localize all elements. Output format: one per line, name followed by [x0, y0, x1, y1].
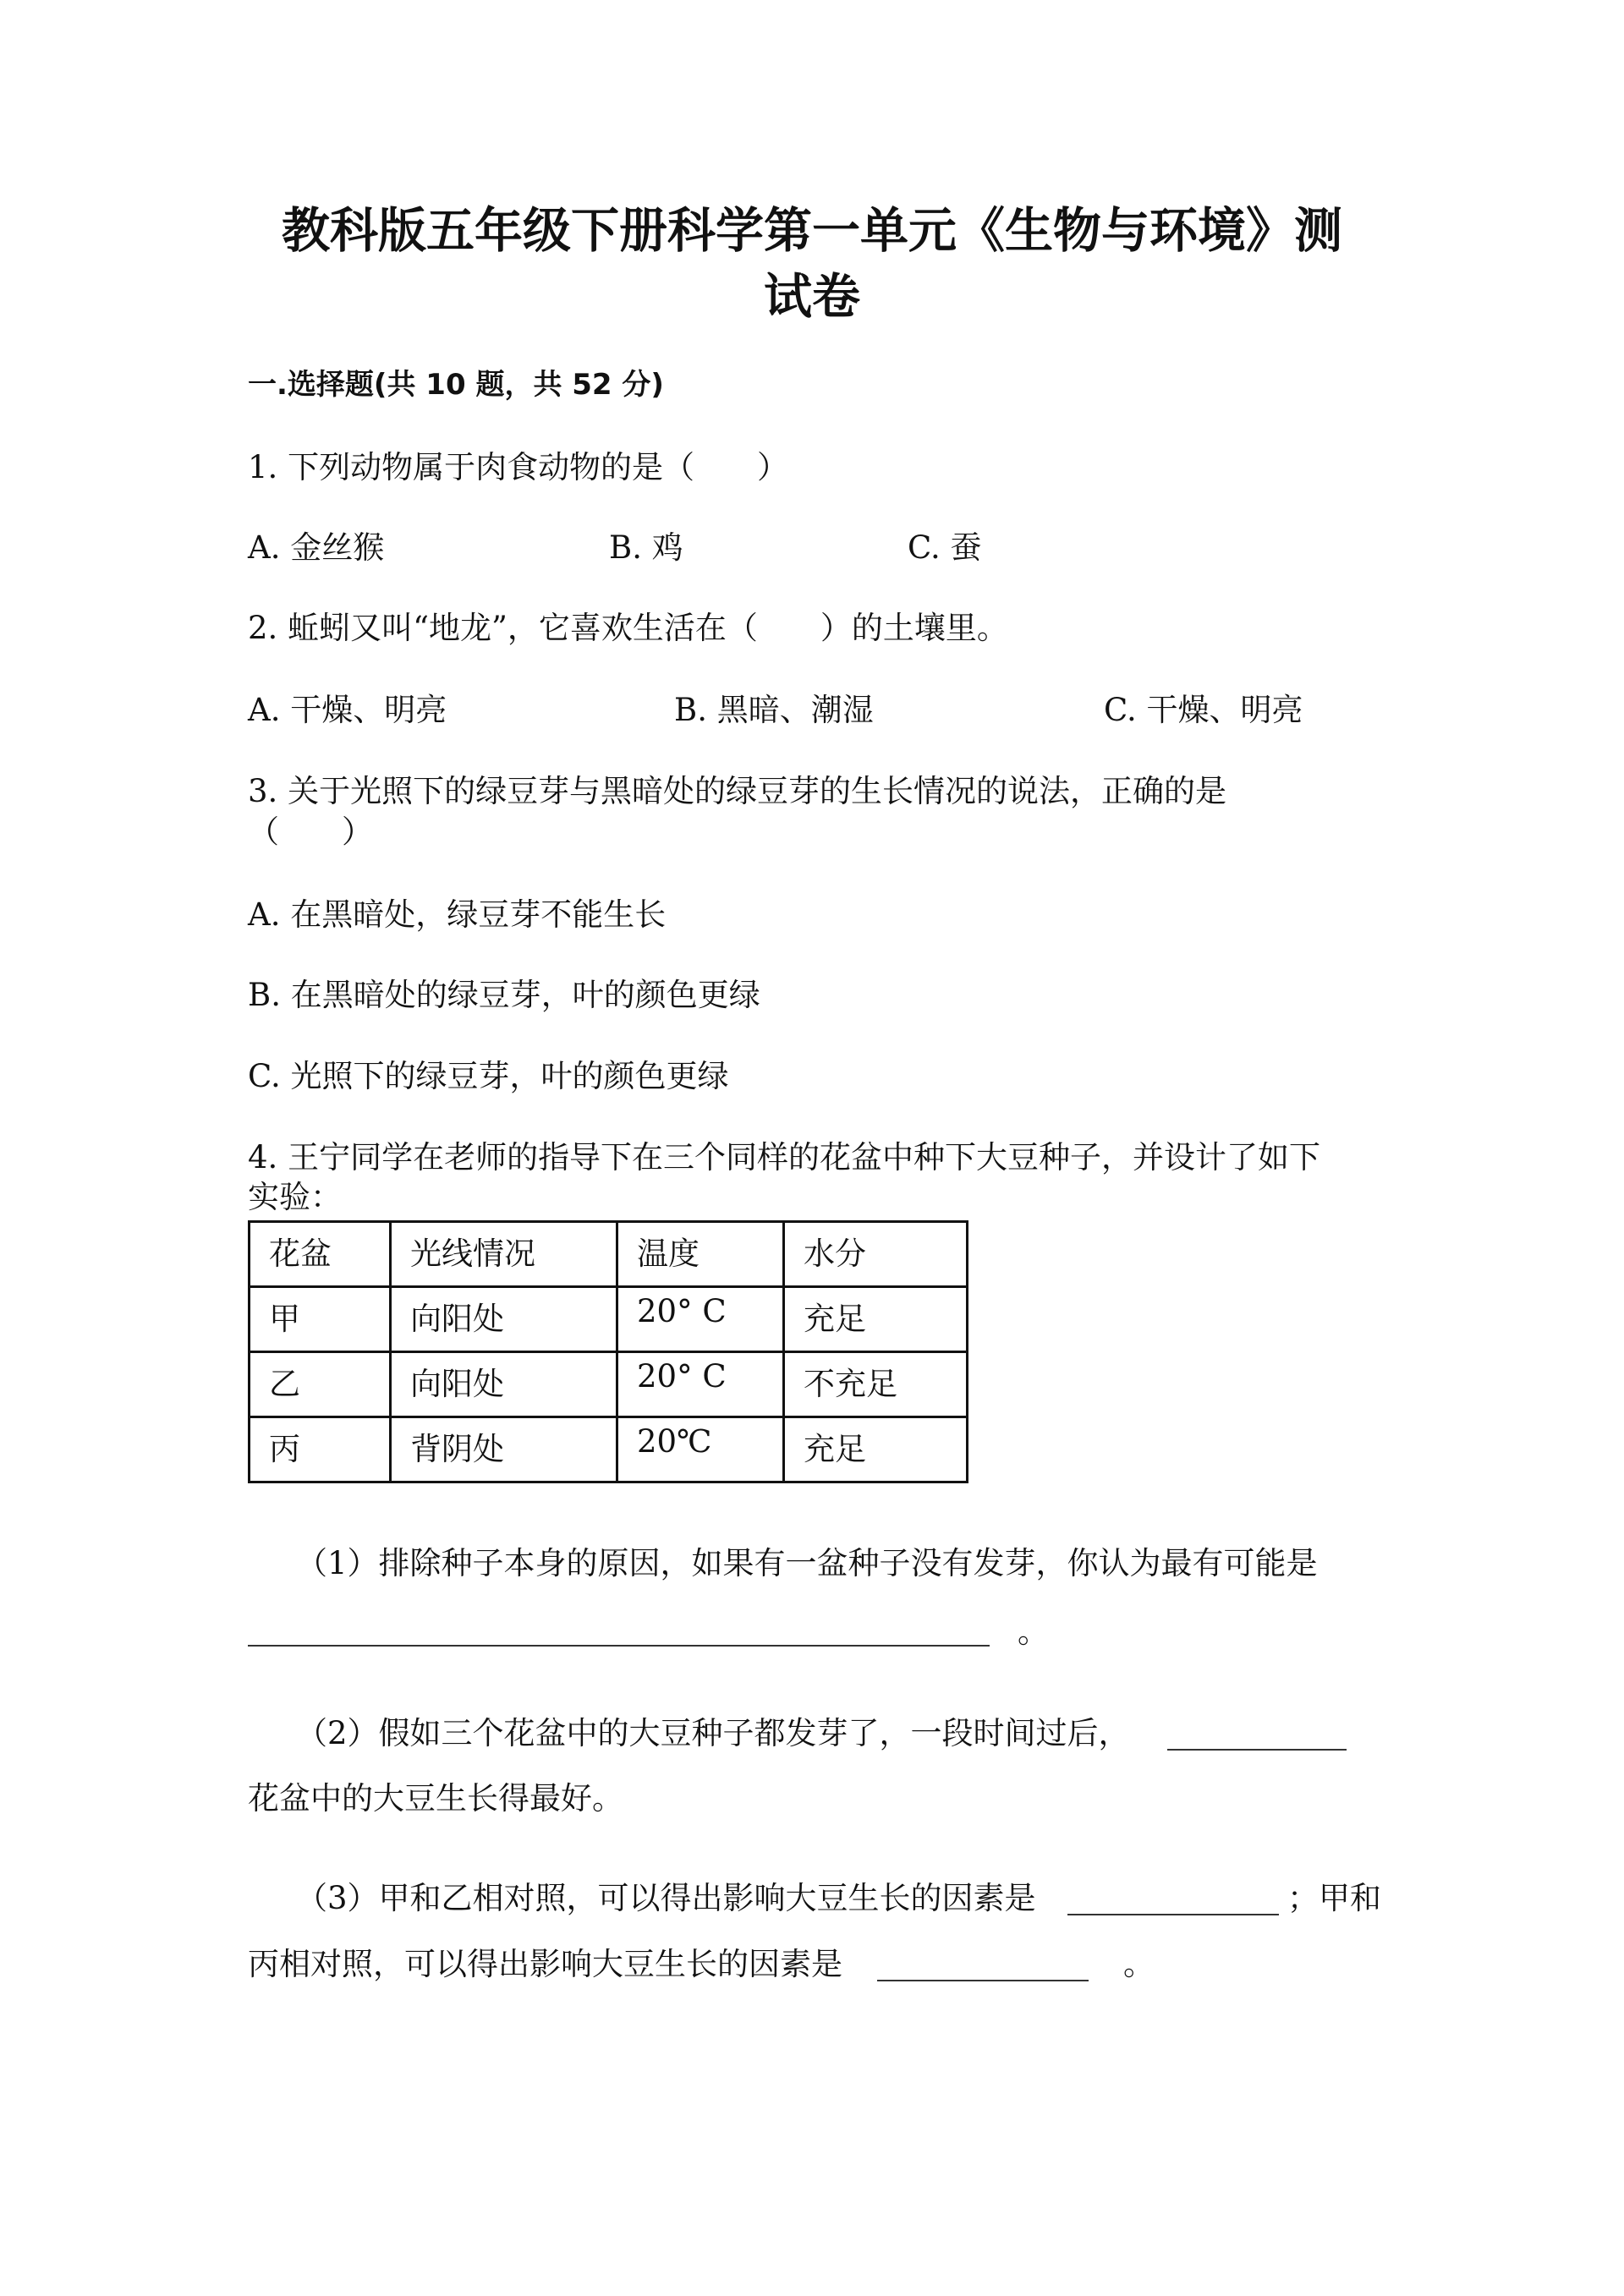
question-3-text-line-1: 3. 关于光照下的绿豆芽与黑暗处的绿豆芽的生长情况的说法，正确的是 — [248, 773, 1227, 809]
table-header-row — [250, 1222, 968, 1287]
table-row — [250, 1287, 968, 1352]
table-header-cell: 光线情况 — [391, 1222, 617, 1287]
sub-question-3-text-b: ；甲和 — [1287, 1880, 1381, 1916]
table-cell: 乙 — [250, 1352, 391, 1417]
sub-question-3-text-line-2: 丙相对照，可以得出影响大豆生长的因素是 — [248, 1946, 842, 1982]
question-2-option-a: A. 干燥、明亮 — [248, 692, 447, 728]
question-4-text-line-2: 实验： — [248, 1179, 342, 1215]
table-cell: 丙 — [250, 1417, 391, 1482]
page-title-line-1: 教科版五年级下册科学第一单元《生物与环境》测 — [282, 203, 1342, 259]
question-3-text-line-2: （ ） — [248, 814, 373, 850]
table-header-cell: 水分 — [784, 1222, 968, 1287]
table-header-cell: 花盆 — [250, 1222, 391, 1287]
answer-blank-2[interactable] — [1167, 1749, 1347, 1751]
table-cell: 背阴处 — [391, 1417, 617, 1482]
answer-blank-3[interactable] — [1067, 1914, 1279, 1915]
answer-blank-1[interactable] — [248, 1645, 990, 1647]
sub-question-1-end: 。 — [1018, 1614, 1049, 1650]
sub-question-2-text: （2）假如三个花盆中的大豆种子都发芽了，一段时间过后， — [296, 1715, 1130, 1751]
question-2-option-b: B. 黑暗、潮湿 — [674, 692, 874, 728]
table-cell: 充足 — [784, 1287, 968, 1352]
question-2-text: 2. 蚯蚓又叫“地龙”，它喜欢生活在（ ）的土壤里。 — [248, 610, 1008, 646]
question-4-text-line-1: 4. 王宁同学在老师的指导下在三个同样的花盆中种下大豆种子，并设计了如下 — [248, 1139, 1321, 1175]
question-2-option-c: C. 干燥、明亮 — [1104, 692, 1303, 728]
section-heading: 一.选择题(共 10 题，共 52 分) — [248, 368, 664, 402]
sub-question-2-text-line-2: 花盆中的大豆生长得最好。 — [248, 1780, 623, 1817]
answer-blank-4[interactable] — [877, 1980, 1089, 1981]
table-cell: 向阳处 — [391, 1352, 617, 1417]
page-title-line-2: 试卷 — [764, 269, 860, 325]
table-cell: 20° C — [617, 1287, 784, 1352]
table-cell: 甲 — [250, 1287, 391, 1352]
table-cell: 向阳处 — [391, 1287, 617, 1352]
table-cell: 20° C — [617, 1352, 784, 1417]
table-row — [250, 1352, 968, 1417]
question-1-text: 1. 下列动物属于肉食动物的是（ ） — [248, 449, 789, 485]
question-1-option-b: B. 鸡 — [609, 529, 683, 566]
table-header-cell: 温度 — [617, 1222, 784, 1287]
experiment-table — [248, 1220, 968, 1483]
question-3-option-c: C. 光照下的绿豆芽，叶的颜色更绿 — [248, 1058, 729, 1094]
sub-question-3-end: 。 — [1123, 1946, 1155, 1982]
table-row — [250, 1417, 968, 1482]
question-1-option-a: A. 金丝猴 — [248, 529, 385, 566]
question-3-option-a: A. 在黑暗处，绿豆芽不能生长 — [248, 896, 667, 933]
table-cell: 充足 — [784, 1417, 968, 1482]
sub-question-1-text: （1）排除种子本身的原因，如果有一盆种子没有发芽，你认为最有可能是 — [296, 1545, 1318, 1581]
sub-question-3-text-a: （3）甲和乙相对照，可以得出影响大豆生长的因素是 — [296, 1880, 1036, 1916]
table-cell: 20℃ — [617, 1417, 784, 1482]
question-1-option-c: C. 蚕 — [908, 529, 982, 566]
table-cell: 不充足 — [784, 1352, 968, 1417]
question-3-option-b: B. 在黑暗处的绿豆芽，叶的颜色更绿 — [248, 977, 760, 1013]
